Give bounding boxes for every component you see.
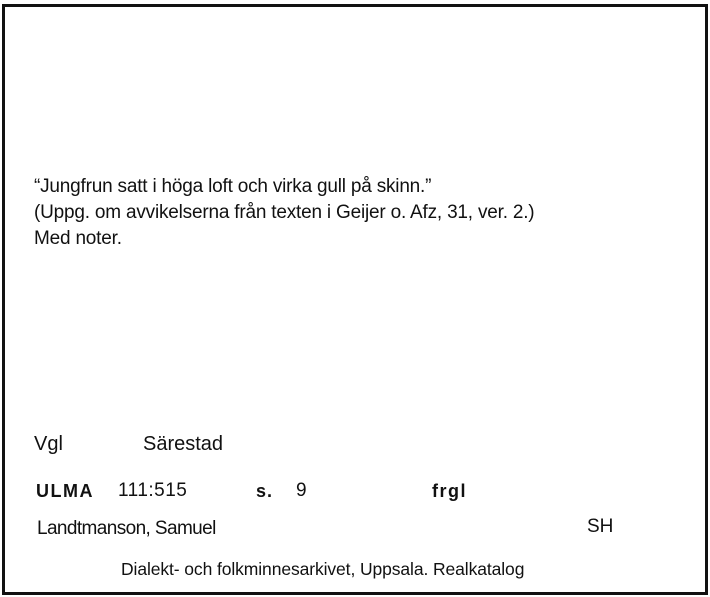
description-line-note: (Uppg. om avvikelserna från texten i Geijer o. Afz, 31, ver. 2.) <box>34 202 535 223</box>
archive-number: 111:515 <box>118 480 188 501</box>
place-name: Särestad <box>143 433 224 455</box>
type-code: frgl <box>432 481 467 501</box>
card-border-right <box>705 4 708 594</box>
card-border-bottom <box>2 592 708 595</box>
region-code: Vgl <box>34 433 63 455</box>
archive-footer: Dialekt- och folkminnesarkivet, Uppsala. Realkatalog <box>121 559 525 579</box>
description-line-title: “Jungfrun satt i höga loft och virka gull på skinn.” <box>34 176 432 197</box>
card-border-left <box>2 4 5 594</box>
page-number: 9 <box>296 480 307 501</box>
archive-code: ULMA <box>36 481 94 501</box>
recorder-name: Landtmanson, Samuel <box>37 518 216 539</box>
card-border-top <box>2 4 708 7</box>
page-label: s. <box>256 481 274 501</box>
cataloger-initials: SH <box>587 516 614 537</box>
card-description <box>34 174 534 252</box>
description-line-extra: Med noter. <box>34 228 122 249</box>
